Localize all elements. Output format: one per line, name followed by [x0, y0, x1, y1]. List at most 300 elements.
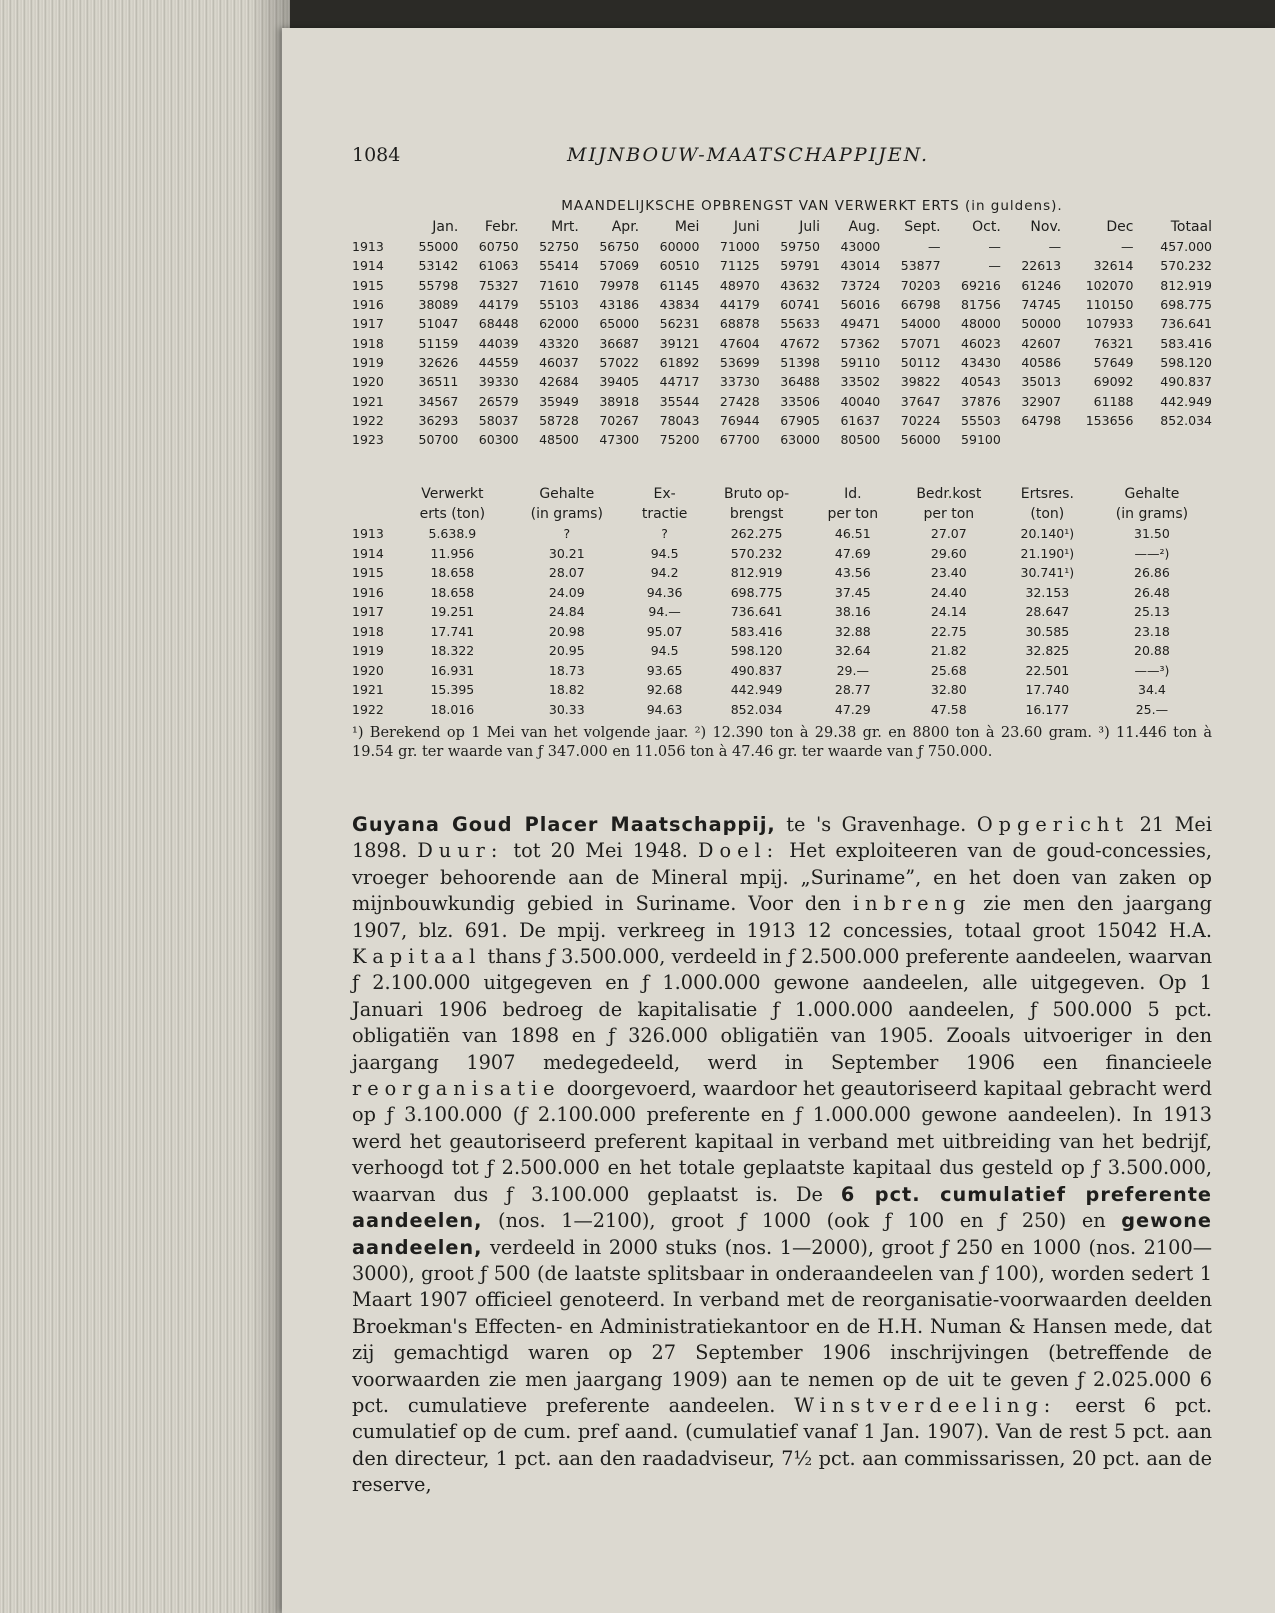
table-cell: 67905: [780, 412, 820, 428]
table-cell: 80500: [840, 432, 881, 448]
table-cell: 698.775: [1160, 297, 1212, 313]
table-cell: 26579: [478, 393, 519, 409]
table-cell: 94.36: [646, 584, 683, 600]
text-run: tot 20 Mei 1948.: [503, 839, 698, 863]
table-cell: 58037: [478, 412, 519, 428]
table-cell: 73724: [840, 277, 881, 293]
column-header: Gehalte: [539, 486, 595, 502]
table-cell: 18.016: [430, 701, 475, 717]
table-row: [352, 333, 1212, 352]
table-row: [352, 237, 1212, 256]
label-preferente-aandeelen: 6 pct. cumulatief preferente aandeelen,: [352, 1182, 1212, 1233]
year-cell: 1922: [352, 701, 384, 717]
table-cell: 70224: [900, 412, 941, 428]
table-row: [352, 661, 1212, 681]
table-cell: 27.07: [930, 526, 967, 542]
table-row: [352, 622, 1212, 642]
year-cell: 1920: [352, 374, 384, 390]
label-duur: Duur:: [417, 839, 504, 863]
table-cell: 30.21: [548, 545, 585, 561]
text-run: doorgevoerd, waardoor het geautoriseerd kapitaal gebracht werd op ƒ 3.100.000 (ƒ 2.100.000 preferente en ƒ 1.000.000 gewone aandeelen). In 1913 werd het geautoriseerd preferent kapitaal in verband met uitbreiding van het bedrijf, verhoogd tot ƒ 2.500.000 en het totale geplaatste kapitaal dus gesteld op ƒ 3.500.000, waarvan dus ƒ 3.100.000 geplaatst is. De: [352, 1077, 1212, 1206]
table-cell: 39822: [900, 374, 941, 390]
table-cell: 60510: [659, 258, 700, 274]
table-cell: 46037: [539, 354, 579, 370]
table-cell: 28.77: [834, 682, 871, 698]
table-cell: 43430: [961, 354, 1001, 370]
table-cell: 110150: [1085, 297, 1134, 313]
table-cell: 852.034: [730, 701, 783, 717]
text-run: Het exploiteeren van de goud-concessies, vroeger behoorende aan de Mineral mpij. „Suriname”, en het doen van zaken op mijnbouwkundig gebied in Suriname. Voor den: [352, 839, 1213, 916]
year-cell: 1921: [352, 682, 384, 698]
table-cell: 22613: [1021, 258, 1062, 274]
table-cell: 490.837: [1160, 374, 1212, 390]
page-number: 1084: [352, 144, 401, 166]
table-cell: 61637: [840, 412, 881, 428]
column-header: Gehalte: [1124, 486, 1180, 502]
table-cell: 95.07: [646, 623, 683, 639]
label-opgericht: Opgericht: [976, 813, 1130, 836]
table-cell: 42684: [539, 374, 579, 390]
table-cell: 25.—: [1135, 701, 1169, 717]
table-row: [352, 641, 1212, 661]
table-cell: 74745: [1021, 297, 1062, 313]
table-cell: 812.919: [730, 565, 783, 581]
table-cell: 34567: [418, 393, 459, 409]
table-cell: 583.416: [1160, 335, 1212, 351]
table-caption: MAANDELIJKSCHE OPBRENGST VAN VERWERKT ERTS (in guldens).: [561, 198, 1063, 214]
table-cell: 32.88: [834, 623, 871, 639]
table-row: [352, 276, 1212, 295]
table-cell: 44179: [719, 297, 760, 313]
table-cell: —: [928, 239, 941, 255]
table-cell: 48000: [961, 316, 1001, 332]
table-cell: 55798: [418, 277, 459, 293]
label-kapitaal: Kapitaal: [352, 945, 482, 969]
table-cell: 18.658: [430, 565, 475, 581]
table-cell: 35013: [1021, 374, 1062, 390]
table-cell: 43320: [539, 335, 579, 351]
column-header: Jan.: [432, 219, 459, 235]
running-title: MIJNBOUW-MAATSCHAPPIJEN.: [567, 144, 930, 166]
table-cell: 76321: [1093, 335, 1134, 351]
table-cell: 81756: [961, 297, 1001, 313]
table-cell: [1001, 430, 1061, 449]
table-cell: 33506: [780, 393, 820, 409]
table-cell: 75200: [659, 432, 700, 448]
table-cell: 30.741¹): [1020, 565, 1075, 581]
table-header-row: [352, 504, 1212, 524]
table-cell: 78043: [659, 412, 700, 428]
table-cell: 17.740: [1025, 682, 1070, 698]
year-cell: 1919: [352, 643, 384, 659]
table-cell: 29.—: [836, 662, 869, 678]
column-header: Mei: [674, 219, 700, 235]
table-cell: 21.190¹): [1020, 545, 1075, 561]
column-header: [352, 504, 398, 524]
table-cell: 70267: [599, 412, 640, 428]
table-cell: 20.95: [548, 643, 585, 659]
table-cell: 20.98: [548, 623, 585, 639]
column-header: Febr.: [484, 219, 519, 235]
table-cell: 598.120: [1160, 354, 1212, 370]
text-run: te 's Gravenhage.: [775, 813, 977, 836]
table-cell: 35949: [539, 393, 579, 409]
table-row: [352, 314, 1212, 333]
table-cell: 43632: [780, 277, 820, 293]
table-cell: 48970: [719, 277, 760, 293]
table-cell: 31.50: [1134, 526, 1170, 542]
label-inbreng: inbreng: [853, 892, 972, 916]
table-cell: ?: [661, 526, 668, 542]
table-cell: 21.82: [930, 643, 967, 659]
table-cell: 36488: [780, 374, 820, 390]
table-cell: 61892: [659, 354, 700, 370]
table-cell: 32614: [1093, 258, 1134, 274]
table-cell: 59110: [840, 354, 881, 370]
label-doel: Doel:: [698, 839, 780, 863]
table-cell: 25.13: [1134, 604, 1170, 620]
table-cell: 26.48: [1134, 584, 1170, 600]
table-cell: 26.86: [1134, 565, 1170, 581]
table-cell: 51398: [780, 354, 820, 370]
table-cell: 40040: [840, 393, 881, 409]
table-row: [352, 524, 1212, 544]
table-cell: ?: [563, 526, 571, 542]
column-header: (in grams): [1115, 506, 1189, 522]
table-cell: 44039: [478, 335, 519, 351]
table-cell: 61063: [478, 258, 519, 274]
year-cell: 1916: [352, 584, 384, 600]
table-cell: 57649: [1093, 354, 1134, 370]
text-run: eerst 6 pct. cumulatief op de cum. pref aand. (cumulatief vanaf 1 Jan. 1907). Van de rest 5 pct. aan den directeur, 1 pct. aan den raadadviseur, 7½ pct. aan commissarissen, 20 pct. aan de reserve,: [352, 1393, 1212, 1497]
table-cell: 55000: [418, 239, 459, 255]
table-cell: 57362: [840, 335, 881, 351]
table-cell: 33502: [840, 374, 881, 390]
table-cell: 71610: [539, 277, 579, 293]
column-header: [352, 484, 398, 504]
label-winstverdeeling: Winstverdeeling:: [794, 1393, 1057, 1417]
table-cell: 34.4: [1138, 682, 1166, 698]
footnotes: ¹) Berekend op 1 Mei van het volgende jaar. ²) 12.390 ton à 29.38 gr. en 8800 ton à 23.60 gram. ³) 11.446 ton à 19.54 gr. ter waarde van ƒ 347.000 en 11.056 ton à 47.46 gr. ter waarde van ƒ 750.000.: [352, 725, 1212, 760]
table-cell: 107933: [1085, 316, 1134, 332]
table-cell: 94.5: [650, 643, 679, 659]
table-cell: 55103: [539, 297, 579, 313]
table-cell: 59750: [780, 239, 820, 255]
table-cell: 5.638.9: [428, 526, 477, 542]
year-cell: 1915: [352, 277, 384, 293]
label-reorganisatie: reorganisatie: [352, 1077, 561, 1101]
table-cell: 44179: [478, 297, 519, 313]
table-cell: 47.29: [834, 701, 871, 717]
table-cell: —: [1120, 239, 1134, 255]
table-cell: 16.177: [1025, 701, 1070, 717]
table-cell: 153656: [1085, 412, 1134, 428]
company-name: Guyana Goud Placer Maatschappij,: [352, 813, 776, 836]
table-cell: 68878: [719, 316, 760, 332]
column-header: Mrt.: [551, 219, 579, 235]
table-cell: 102070: [1085, 277, 1134, 293]
table-cell: 38.16: [834, 604, 871, 620]
column-header: Ex-: [653, 486, 676, 502]
table-cell: 55414: [539, 258, 579, 274]
table-cell: 32.64: [834, 643, 871, 659]
table-cell: 570.232: [730, 545, 783, 561]
table-cell: 38918: [599, 393, 640, 409]
column-header: erts (ton): [419, 506, 486, 522]
table-cell: 19.251: [430, 604, 475, 620]
table-cell: 36511: [418, 374, 459, 390]
table-cell: 69216: [961, 277, 1001, 293]
column-header: (in grams): [530, 506, 603, 522]
table-cell: 33730: [719, 374, 760, 390]
table-cell: 58728: [539, 412, 579, 428]
table-cell: 43000: [840, 239, 881, 255]
table-cell: 92.68: [646, 682, 683, 698]
table-cell: 94.2: [650, 565, 679, 581]
text-run: zie men den jaargang 1907, blz. 691. De mpij. verkreeg in 1913 12 concessies, totaal groot 15042 H.A.: [352, 892, 1212, 942]
year-cell: 1919: [352, 354, 384, 370]
table-cell: 37.45: [834, 584, 871, 600]
year-cell: 1916: [352, 297, 384, 313]
column-header: Verwerkt: [421, 486, 484, 502]
table-cell: 60300: [478, 432, 519, 448]
table-cell: 66798: [900, 297, 941, 313]
column-header: per ton: [923, 506, 975, 522]
table-cell: 53699: [719, 354, 760, 370]
table-cell: 35544: [659, 393, 700, 409]
year-cell: 1914: [352, 545, 384, 561]
table-cell: 32.153: [1025, 584, 1070, 600]
table-cell: 54000: [900, 316, 941, 332]
table-cell: 442.949: [730, 682, 783, 698]
table-cell: 46023: [961, 335, 1001, 351]
table-cell: 57069: [599, 258, 640, 274]
table-cell: 75327: [478, 277, 519, 293]
table-row: [352, 583, 1212, 603]
column-header: Nov.: [1030, 219, 1062, 235]
table-row: [352, 602, 1212, 622]
table-row: [352, 700, 1212, 720]
book-page: [282, 28, 1275, 1613]
year-cell: 1915: [352, 565, 384, 581]
company-paragraph: [352, 812, 1212, 1499]
table-cell: 490.837: [730, 662, 783, 678]
running-head: [352, 144, 1212, 174]
table-cell: 15.395: [430, 682, 475, 698]
table-cell: 53142: [418, 258, 459, 274]
table-cell: 38089: [418, 297, 459, 313]
text-run: thans ƒ 3.500.000, verdeeld in ƒ 2.500.000 preferente aandeelen, waarvan ƒ 2.100.000 uitgegeven en ƒ 1.000.000 gewone aandeelen, alle uitgegeven. Op 1 Januari 1906 bedroeg de kapitalisatie ƒ 1.000.000 aandeelen, ƒ 500.000 5 pct. obligatiën van 1898 en ƒ 326.000 obligatiën van 1905. Zooals uitvoeriger in den jaargang 1907 medegedeeld, werd in September 1906 een financieele: [352, 945, 1212, 1074]
table-cell: 68448: [478, 316, 519, 332]
company-entry: [352, 812, 1212, 1499]
column-header: Totaal: [1170, 219, 1212, 235]
table-cell: 18.73: [548, 662, 585, 678]
table-cell: 43186: [599, 297, 640, 313]
table-cell: 36293: [418, 412, 459, 428]
table-cell: 25.68: [930, 662, 967, 678]
column-header: brengst: [729, 506, 784, 522]
table-cell: 64798: [1021, 412, 1062, 428]
table-cell: 20.88: [1134, 643, 1170, 659]
table-cell: 93.65: [646, 662, 683, 678]
table-cell: —: [988, 258, 1001, 274]
year-cell: 1918: [352, 335, 384, 351]
table-cell: [1133, 430, 1212, 449]
table-cell: 262.275: [730, 526, 783, 542]
table-cell: 39405: [599, 374, 640, 390]
column-header: Juli: [799, 219, 820, 235]
table-cell: 32.80: [930, 682, 967, 698]
table-cell: 28.647: [1025, 604, 1070, 620]
table-row: [352, 411, 1212, 430]
table-cell: 47604: [719, 335, 760, 351]
column-header: Dec: [1106, 219, 1134, 235]
table-cell: 50000: [1021, 316, 1062, 332]
table-cell: 46.51: [834, 526, 871, 542]
table-cell: 70203: [900, 277, 941, 293]
year-cell: 1914: [352, 258, 384, 274]
table-cell: 94.5: [650, 545, 679, 561]
table-cell: 44559: [478, 354, 519, 370]
table-cell: 61188: [1093, 393, 1134, 409]
year-cell: 1920: [352, 662, 384, 678]
table-cell: 62000: [539, 316, 579, 332]
table-cell: 24.14: [930, 604, 967, 620]
table-cell: 69092: [1093, 374, 1134, 390]
year-cell: 1921: [352, 393, 384, 409]
table-row: [352, 295, 1212, 314]
table-cell: 583.416: [730, 623, 783, 639]
column-header: Juni: [733, 219, 760, 235]
table-cell: 29.60: [930, 545, 967, 561]
table-cell: 24.09: [548, 584, 585, 600]
column-header: Apr.: [611, 219, 640, 235]
table-cell: 736.641: [730, 604, 783, 620]
table-cell: 56000: [900, 432, 941, 448]
column-header: Oct.: [972, 219, 1001, 235]
table-cell: 32626: [418, 354, 459, 370]
table-cell: 442.949: [1160, 393, 1212, 409]
table-cell: 23.40: [930, 565, 967, 581]
ore-statistics-table: [352, 484, 1212, 719]
table-cell: 17.741: [430, 623, 475, 639]
table-cell: 24.40: [930, 584, 967, 600]
table-cell: 27428: [719, 393, 760, 409]
year-cell: 1918: [352, 623, 384, 639]
table-row: [352, 680, 1212, 700]
table-cell: 65000: [599, 316, 640, 332]
table-cell: 698.775: [730, 584, 783, 600]
table-cell: 30.585: [1025, 623, 1070, 639]
table-cell: 18.658: [430, 584, 475, 600]
table-cell: 39121: [659, 335, 700, 351]
table-row: [352, 256, 1212, 275]
table-cell: 47300: [599, 432, 640, 448]
table-cell: 28.07: [548, 565, 585, 581]
table-cell: 67700: [719, 432, 760, 448]
column-header: (ton): [1030, 506, 1065, 522]
table-cell: 43014: [840, 258, 881, 274]
table-row: [352, 353, 1212, 372]
table-cell: 50112: [900, 354, 941, 370]
table-cell: 43.56: [834, 565, 871, 581]
text-run: verdeeld in 2000 stuks (nos. 1—2000), groot ƒ 250 en 1000 (nos. 2100—3000), groot ƒ 500 (de laatste splitsbaar in onderaandeelen van ƒ 100), worden sedert 1 Maart 1907 officieel genoteerd. In verband met de reorganisatie-voorwaarden deelden Broekman's Effecten- en Administratiekantoor en de H.H. Numan & Hansen mede, dat zij gemachtigd waren op 27 September 1906 inschrijvingen (betreffende de voorwaarden zie men jaargang 1909) aan te nemen op de uit te geven ƒ 2.025.000 6 pct. cumulatieve preferente aandeelen.: [352, 1235, 1212, 1417]
table-cell: 22.501: [1025, 662, 1070, 678]
table-cell: ——²): [1134, 545, 1170, 561]
table-cell: 55633: [780, 316, 820, 332]
table-cell: 40586: [1021, 354, 1062, 370]
table-cell: 56750: [599, 239, 640, 255]
statistics-table: [352, 484, 1212, 719]
table-cell: 16.931: [430, 662, 475, 678]
table-cell: 51159: [418, 335, 459, 351]
table-cell: 53877: [900, 258, 941, 274]
text-run: (nos. 1—2100), groot ƒ 1000 (ook ƒ 100 en ƒ 250) en: [482, 1209, 1122, 1233]
text-run: 21 Mei 1898.: [352, 813, 1212, 863]
table-cell: 37876: [961, 393, 1001, 409]
table-row: [352, 563, 1212, 583]
table-cell: 48500: [539, 432, 579, 448]
table-cell: 60741: [780, 297, 820, 313]
table-cell: 47672: [780, 335, 820, 351]
table-cell: 18.322: [430, 643, 475, 659]
table-cell: 43834: [659, 297, 700, 313]
table-row: [352, 544, 1212, 564]
table-row: [352, 391, 1212, 410]
table-cell: 60750: [478, 239, 519, 255]
table-cell: 23.18: [1134, 623, 1170, 639]
table-cell: 55503: [961, 412, 1001, 428]
table-header-row: [352, 484, 1212, 504]
monthly-ore-revenue-table: [352, 195, 1212, 449]
table-cell: 71000: [719, 239, 760, 255]
column-header: Aug.: [848, 219, 881, 235]
column-header: Bruto op-: [723, 486, 790, 502]
table-cell: 60000: [659, 239, 700, 255]
table-cell: 94.63: [646, 701, 683, 717]
table-cell: 52750: [539, 239, 579, 255]
table-cell: 51047: [418, 316, 459, 332]
table-cell: 736.641: [1160, 316, 1212, 332]
year-cell: 1913: [352, 526, 384, 542]
table-cell: 79978: [599, 277, 640, 293]
year-cell: 1917: [352, 604, 384, 620]
table-cell: 47.69: [834, 545, 871, 561]
table-cell: 50700: [418, 432, 459, 448]
table-cell: 57022: [599, 354, 640, 370]
table-cell: 37647: [900, 393, 941, 409]
table-row: [352, 372, 1212, 391]
table-cell: 40543: [961, 374, 1001, 390]
column-header: Bedr.kost: [916, 486, 982, 502]
book-page-edges: [0, 0, 290, 1613]
table-cell: 598.120: [730, 643, 783, 659]
column-header: Ertsres.: [1020, 486, 1074, 502]
table-cell: 44717: [659, 374, 700, 390]
column-header: per ton: [827, 506, 879, 522]
table-cell: 42607: [1021, 335, 1062, 351]
year-cell: 1917: [352, 316, 384, 332]
table-cell: 812.919: [1160, 277, 1212, 293]
table-cell: 94.—: [648, 604, 681, 620]
table-cell: 30.33: [548, 701, 585, 717]
column-header: tractie: [641, 506, 688, 522]
table-cell: 63000: [780, 432, 820, 448]
label-gewone-aandeelen: gewone aandeelen,: [352, 1209, 1212, 1259]
table-cell: 59791: [780, 258, 820, 274]
table-cell: 49471: [840, 316, 881, 332]
table-cell: 11.956: [430, 545, 475, 561]
